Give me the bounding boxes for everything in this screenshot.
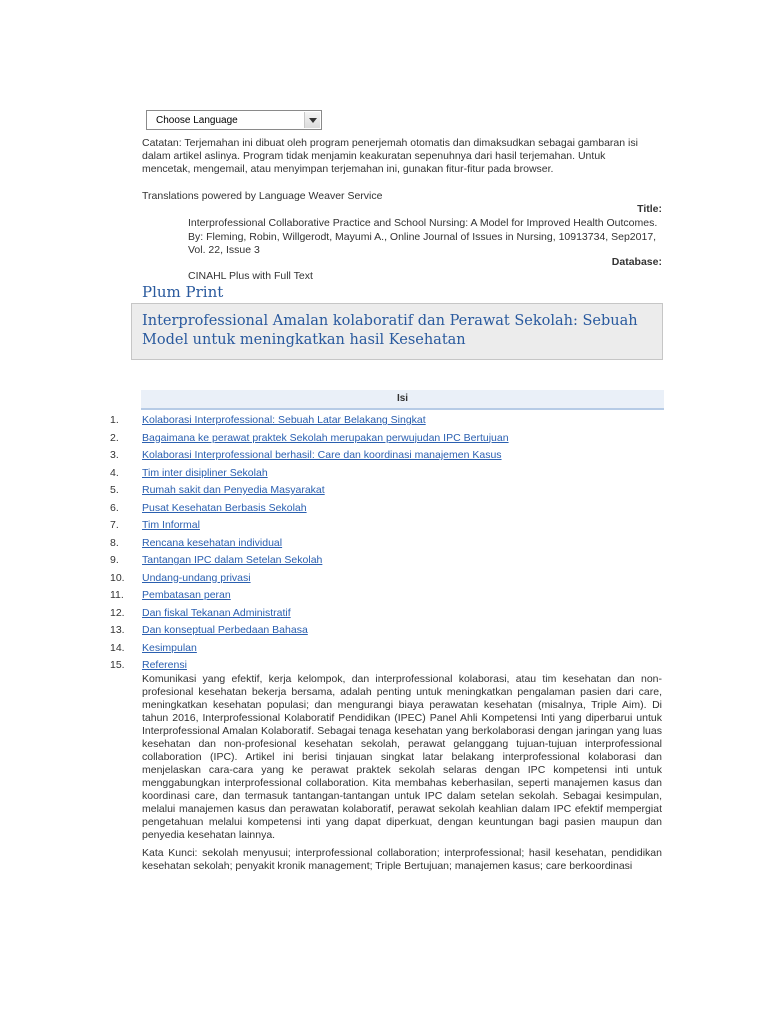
toc-link[interactable]: Tim Informal (142, 519, 200, 531)
table-of-contents (110, 412, 509, 675)
toc-item (110, 570, 509, 588)
toc-item (110, 622, 509, 640)
toc-item (110, 465, 509, 483)
toc-item (110, 412, 509, 430)
abstract-text: Komunikasi yang efektif, kerja kelompok, dan interprofessional kolaborasi, atau tim kesehatan dan non-profesional kesehatan bekerja bersama, adalah penting untuk meningkatkan pengalaman pasien dari care, meningkatkan kesehatan populasi; dan mengurangi biaya perawatan kesehatan (misalnya, Triple Aim). Di tahun 2016, Interprofessional Kolaboratif Pendidikan (IPEC) Panel Ahli Kompetensi Inti yang diperbarui untuk Interprofessional Amalan Kolaboratif. Sebagai tenaga kesehatan yang berkolaborasi dengan jaringan yang luas kesehatan dan non-profesional kesehatan sekolah, perawat gelanggang tujuan-tujuan interprofessional collaboration (IPC). Artikel ini berisi tinjauan singkat latar belakang interprofessional kolaborasi dan menjelaskan cara-cara yang ke perawat praktek sekolah selaras dengan IPC kompetensi inti untuk menggabungkan interprofessional collaboration. Kita membahas keberhasilan, seperti manajemen kasus dan koordinasi care, dan termasuk tantangan-tantangan untuk IPC dalam setelan sekolah. Sebagai kesimpulan, melalui manajemen kasus dan perawatan kolaboratif, perawat sekolah keahlian dalam IPC efektif mempergiat pengetahuan melalui kompetensi inti yang dapat diperkuat, dengan keuntungan bagi pasien maupun dan penyedia kesehatan lainnya. (142, 673, 662, 841)
toc-item-number: 8. (110, 536, 119, 549)
toc-item (110, 447, 509, 465)
toc-item (110, 587, 509, 605)
toc-link[interactable]: Referensi (142, 659, 187, 671)
toc-link[interactable]: Pusat Kesehatan Berbasis Sekolah (142, 501, 307, 514)
toc-item (110, 640, 509, 658)
toc-item (110, 535, 509, 553)
toc-link[interactable]: Tim inter disipliner Sekolah (142, 466, 268, 479)
toc-header: Isi (141, 390, 664, 410)
title-label: Title: (637, 203, 662, 215)
toc-item-number: 6. (110, 501, 119, 514)
toc-item (110, 517, 509, 535)
toc-item (110, 430, 509, 448)
database-label: Database: (611, 256, 662, 268)
toc-item-number: 1. (110, 414, 119, 426)
toc-item-number: 4. (110, 466, 119, 479)
toc-item (110, 552, 509, 570)
toc-link[interactable]: Pembatasan peran (142, 589, 231, 601)
toc-link[interactable]: Tantangan IPC dalam Setelan Sekolah (142, 554, 323, 566)
plum-print-link[interactable]: Plum Print (142, 283, 224, 301)
toc-item-number: 2. (110, 431, 119, 444)
toc-link[interactable]: Bagaimana ke perawat praktek Sekolah merupakan perwujudan IPC Bertujuan (142, 431, 509, 444)
toc-item-number: 12. (110, 606, 125, 619)
toc-item (110, 500, 509, 518)
toc-link[interactable]: Rencana kesehatan individual (142, 536, 283, 549)
toc-link[interactable]: Kesimpulan (142, 641, 197, 654)
title-value: Interprofessional Collaborative Practice and School Nursing: A Model for Improved Health Outcomes. By: Fleming, Robin, Willgerodt, Mayumi A., Online Journal of Issues in Nursing, 10913734, Sep2017, Vol. 22, Issue 3 (188, 217, 658, 256)
powered-by-text: Translations powered by Language Weaver Service (142, 190, 383, 202)
translation-note: Catatan: Terjemahan ini dibuat oleh program penerjemah otomatis dan dimaksudkan sebagai gambaran isi dalam artikel aslinya. Program tidak menjamin keakuratan sepenuhnya dari hasil terjemahan. Untuk mencetak, mengemail, atau menyimpan terjemahan ini, gunakan fitur-fitur pada browser. (142, 137, 638, 175)
toc-item-number: 13. (110, 624, 125, 636)
language-select-label: Choose Language (156, 114, 238, 126)
toc-link[interactable]: Dan konseptual Perbedaan Bahasa (142, 624, 308, 636)
toc-item-number: 5. (110, 484, 119, 496)
article-title-box (131, 303, 663, 360)
toc-item (110, 657, 509, 675)
toc-link[interactable]: Kolaborasi Interprofessional: Sebuah Latar Belakang Singkat (142, 414, 426, 426)
toc-item-number: 3. (110, 449, 119, 461)
toc-item (110, 482, 509, 500)
toc-item-number: 15. (110, 659, 125, 671)
keywords-text: Kata Kunci: sekolah menyusui; interprofessional collaboration; interprofessional; hasil kesehatan, pendidikan kesehatan sekolah; penyakit kronik management; Triple Bertujuan; manajemen kasus; care berkoordinasi (142, 847, 662, 872)
toc-item-number: 10. (110, 571, 125, 584)
article-title: Interprofessional Amalan kolaboratif dan Perawat Sekolah: Sebuah Model untuk meningkatkan hasil Kesehatan (142, 313, 638, 348)
toc-link[interactable]: Kolaborasi Interprofessional berhasil: Care dan koordinasi manajemen Kasus (142, 449, 502, 461)
language-select[interactable] (146, 110, 322, 130)
database-value: CINAHL Plus with Full Text (188, 270, 313, 282)
toc-item-number: 7. (110, 519, 119, 531)
toc-link[interactable]: Dan fiskal Tekanan Administratif (142, 606, 291, 619)
toc-link[interactable]: Undang-undang privasi (142, 571, 251, 584)
chevron-down-icon[interactable] (304, 112, 320, 128)
toc-item-number: 14. (110, 641, 125, 654)
toc-item (110, 605, 509, 623)
toc-link[interactable]: Rumah sakit dan Penyedia Masyarakat (142, 484, 325, 496)
toc-item-number: 11. (110, 589, 124, 601)
toc-item-number: 9. (110, 554, 119, 566)
